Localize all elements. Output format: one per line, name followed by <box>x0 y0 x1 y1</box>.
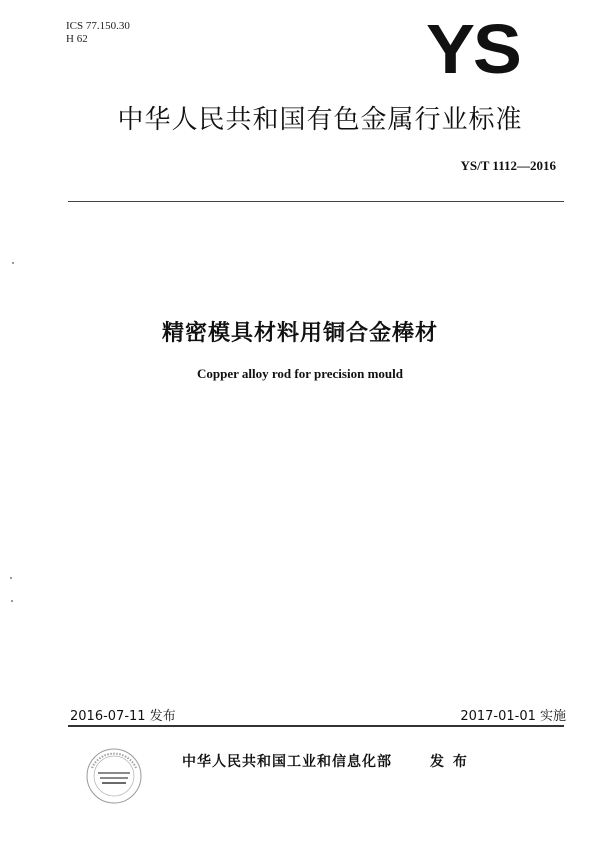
issuing-authority: 中华人民共和国工业和信息化部 <box>182 754 392 770</box>
ics-code: ICS 77.150.30 <box>66 20 130 32</box>
ys-logo: YS <box>426 10 520 88</box>
issue-label: 发 布 <box>430 754 469 770</box>
standard-number: YS/T 1112—2016 <box>460 158 556 173</box>
ccs-code: H 62 <box>66 33 88 45</box>
scan-speck <box>11 600 13 602</box>
anti-counterfeit-stamp <box>84 746 144 806</box>
bottom-divider <box>68 725 564 727</box>
top-divider <box>68 201 564 202</box>
document-title-chinese: 精密模具材料用铜合金棒材 <box>161 321 438 346</box>
standard-category-title: 中华人民共和国有色金属行业标准 <box>117 105 523 135</box>
implementation-date: 2017-01-01 实施 <box>460 709 566 724</box>
document-title-english: Copper alloy rod for precision mould <box>197 366 403 381</box>
classification-codes <box>66 20 130 46</box>
scan-speck <box>12 262 14 264</box>
scan-speck <box>10 577 12 579</box>
issue-date: 2016-07-11 发布 <box>70 709 176 724</box>
